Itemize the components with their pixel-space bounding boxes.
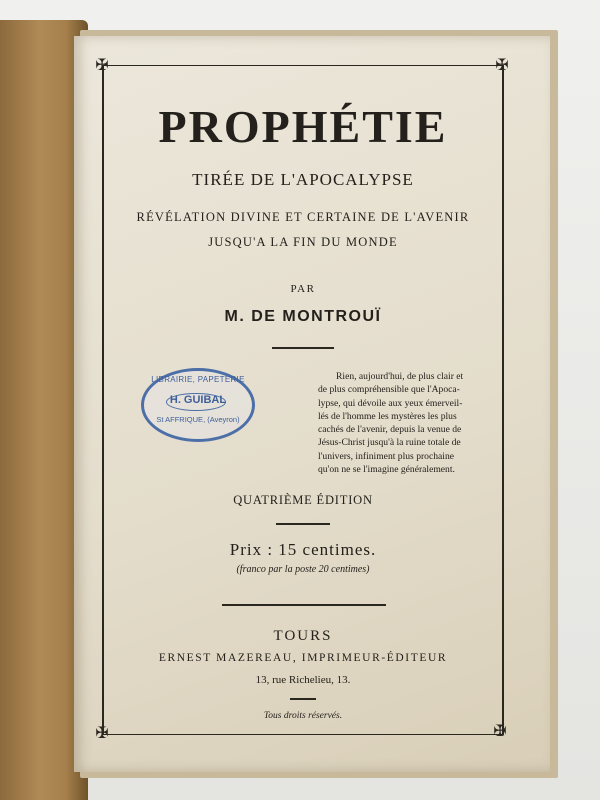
price-label: Prix : 15 centimes. bbox=[229, 540, 377, 559]
postage-note: (franco par la poste 20 centimes) bbox=[236, 564, 370, 575]
revelation-line-2: JUSQU'A LA FIN DU MONDE bbox=[208, 235, 398, 249]
stamp-line-3: St AFFRIQUE, (Aveyron) bbox=[156, 415, 240, 424]
edition-label: QUATRIÈME ÉDITION bbox=[233, 493, 373, 507]
book-title: PROPHÉTIE bbox=[158, 101, 448, 152]
by-label: PAR bbox=[290, 283, 316, 295]
quote-line: qu'on ne se l'imagine généralement. bbox=[318, 464, 455, 476]
stamp-name: H. GUIBAL bbox=[169, 394, 227, 406]
rights-notice: Tous droits réservés. bbox=[263, 711, 343, 721]
quote-line: lypse, qui dévoile aux yeux émerveil- bbox=[318, 397, 463, 409]
publisher-address: 13, rue Richelieu, 13. bbox=[255, 674, 351, 686]
epigraph-quote bbox=[318, 370, 500, 476]
divider bbox=[290, 698, 316, 700]
publisher-name: ERNEST MAZEREAU, IMPRIMEUR-ÉDITEUR bbox=[158, 652, 448, 664]
quote-line: de plus compréhensible que l'Apoca- bbox=[318, 384, 460, 396]
bookseller-stamp bbox=[141, 368, 255, 442]
cross-ornament-icon: ✠ bbox=[493, 721, 507, 740]
cross-ornament-icon: ✠ bbox=[95, 55, 109, 74]
quote-line: Rien, aujourd'hui, de plus clair et bbox=[336, 371, 464, 382]
author-name: M. DE MONTROUÏ bbox=[224, 308, 382, 325]
book-subtitle: TIRÉE DE L'APOCALYPSE bbox=[192, 170, 414, 189]
quote-line: l'univers, infiniment plus prochaine bbox=[318, 450, 455, 462]
divider bbox=[276, 523, 330, 525]
divider bbox=[272, 347, 334, 349]
quote-line: Jésus-Christ jusqu'à la ruine totale de bbox=[318, 437, 461, 449]
divider bbox=[222, 604, 386, 606]
cross-ornament-icon: ✠ bbox=[95, 723, 109, 742]
stamp-line-1: LIBRAIRIE, PAPETERIE bbox=[151, 375, 245, 384]
cross-ornament-icon: ✠ bbox=[495, 55, 509, 74]
publisher-city: TOURS bbox=[273, 628, 333, 644]
quote-line: cachés de l'avenir, depuis la venue de bbox=[318, 424, 462, 436]
quote-line: lés de l'homme les mystères les plus bbox=[318, 410, 457, 422]
revelation-line-1: RÉVÉLATION DIVINE ET CERTAINE DE L'AVENIR bbox=[136, 210, 470, 224]
